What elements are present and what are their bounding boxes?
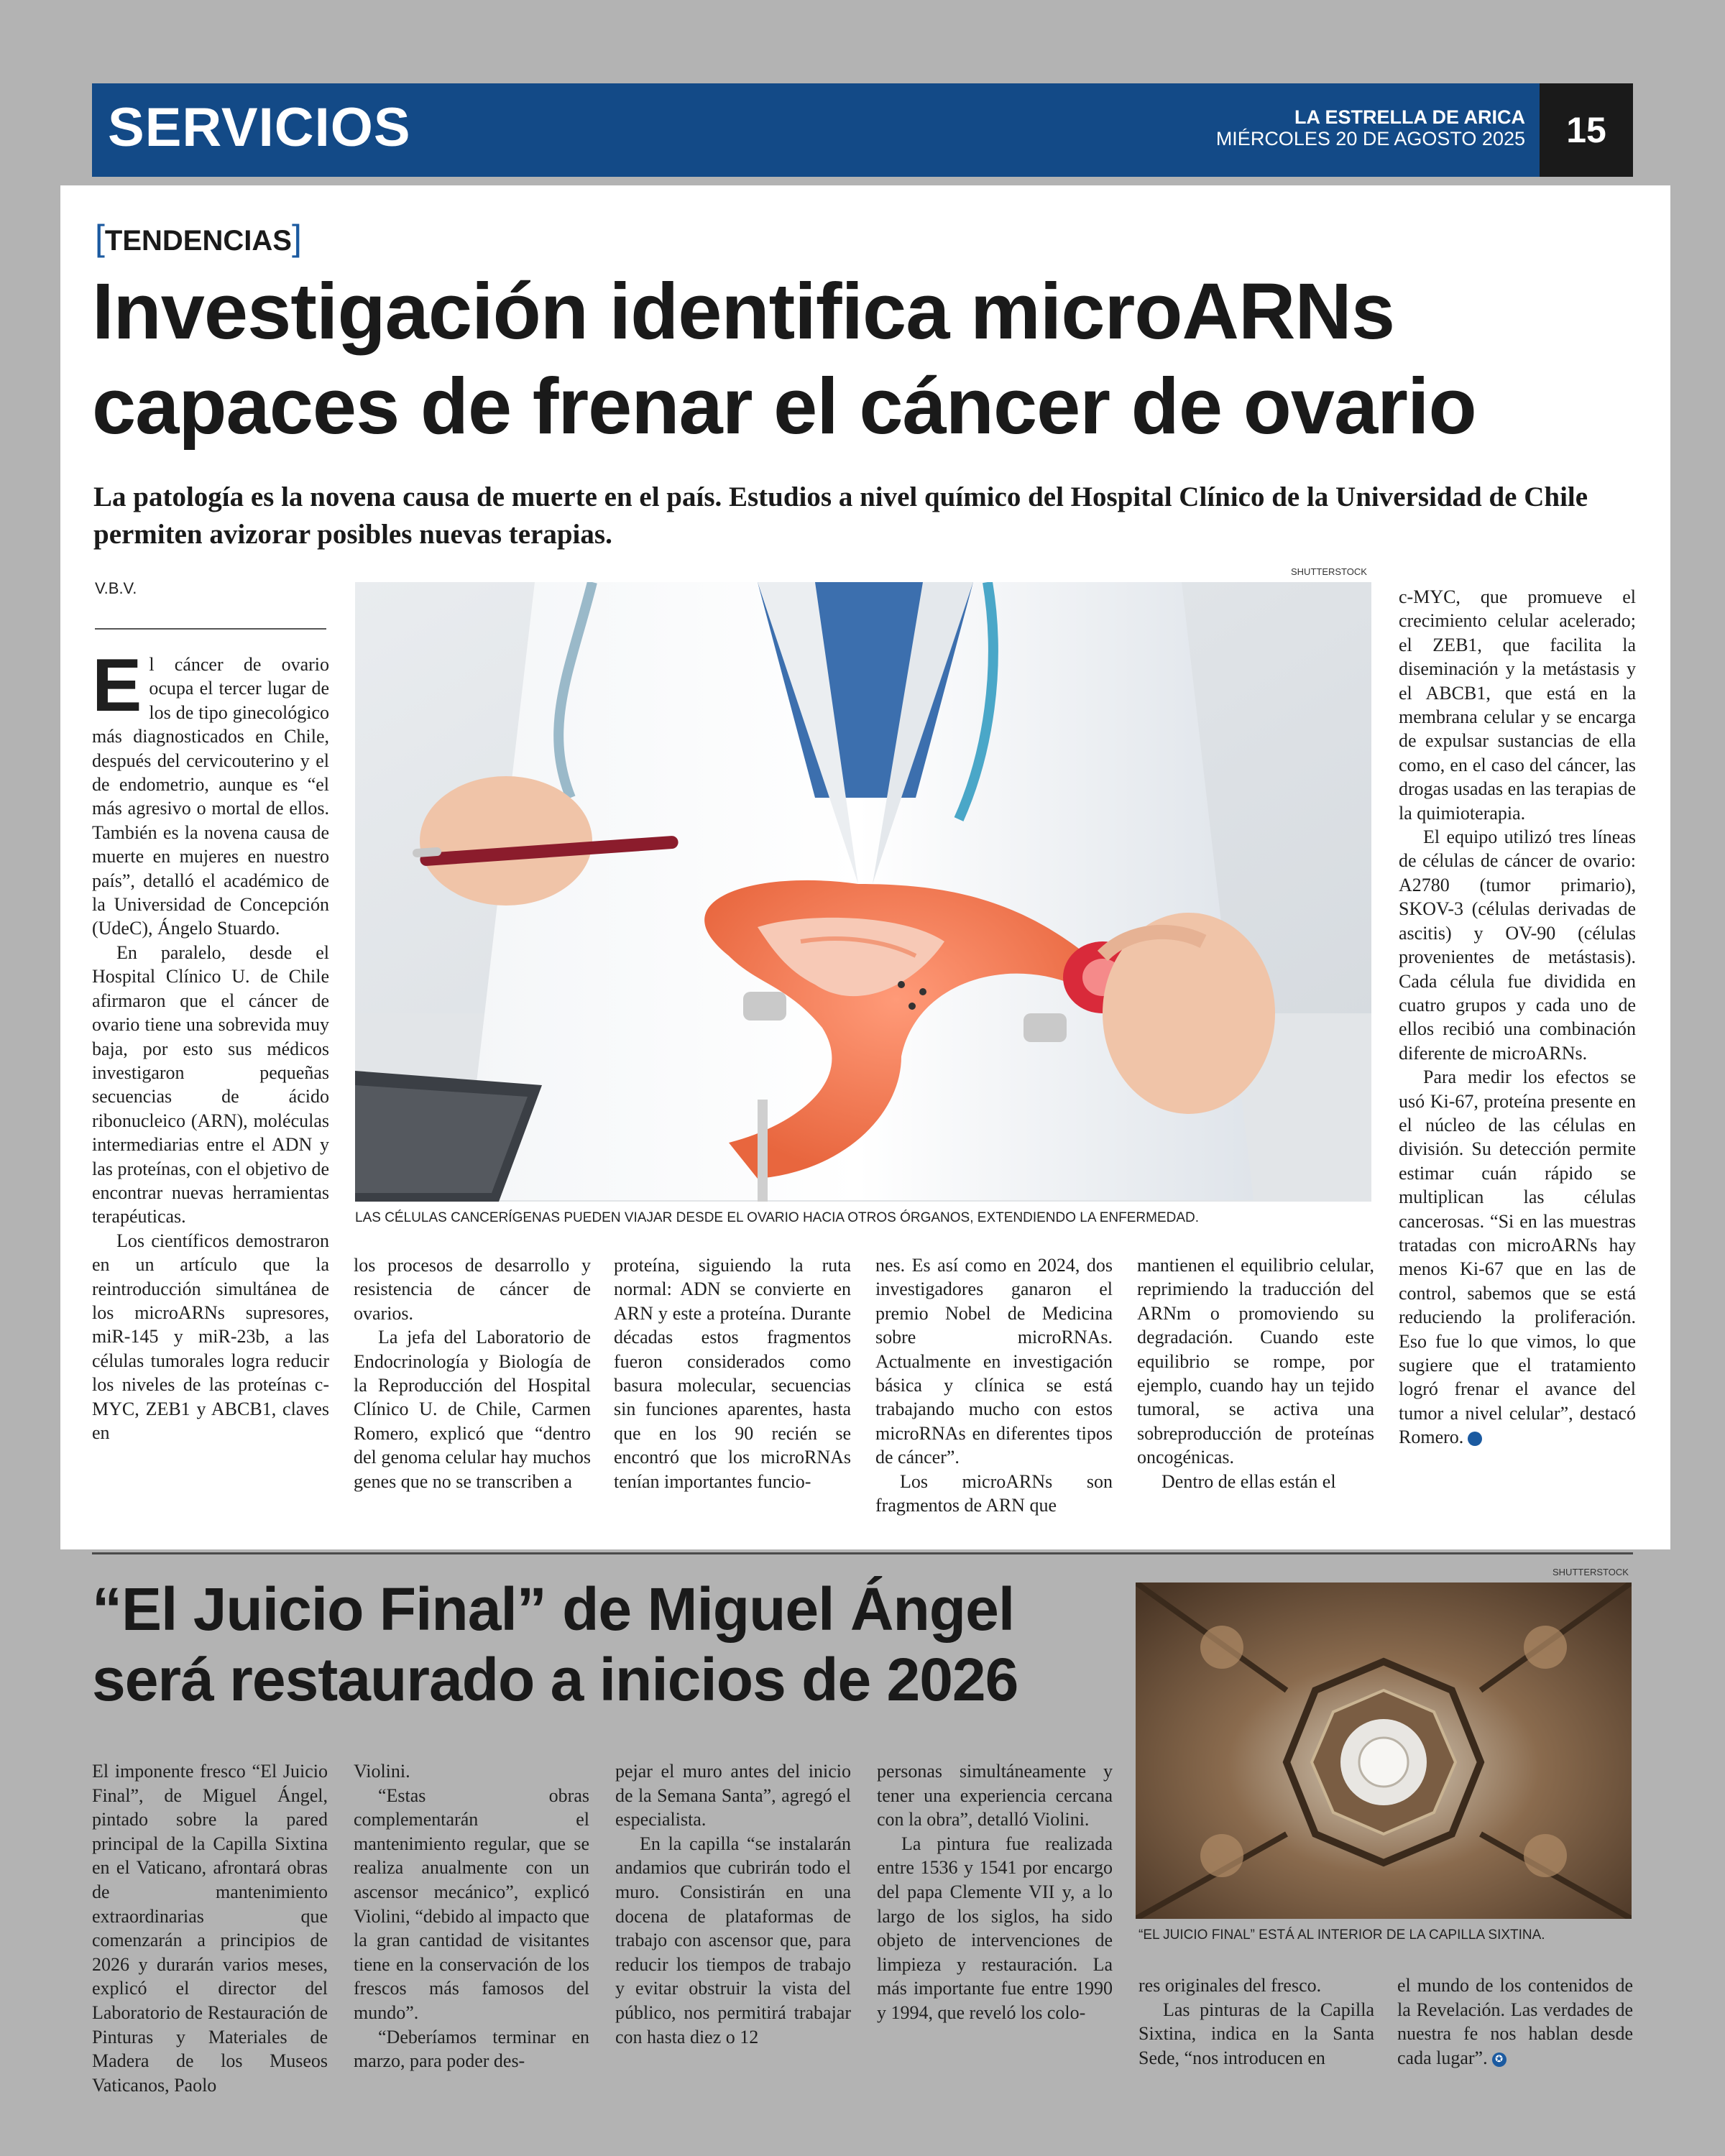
drop-cap: E [92, 644, 142, 727]
paper-date: MIÉRCOLES 20 DE AGOSTO 2025 [1215, 128, 1525, 149]
main-article [60, 185, 1670, 1549]
paragraph: La jefa del Laboratorio de Endocrinología y Biología de la Reproducción del Hospital Clínico U. de Chile, Carmen Romero, explicó que “dentro del genoma celular hay muchos genes que no se transcriben a [354, 1327, 591, 1492]
end-mark-icon: ✪ [1492, 2053, 1506, 2067]
paragraph: El equipo utilizó tres líneas de células de cáncer de ovario: A2780 (tumor primario), SKOV-3 (células derivadas de ascitis) y OV-90 (células provenientes de metástasis). Cada célula fue dividida en cuatro grupos y cada uno de ellos recibió una combinación diferente de microARNs. [1399, 826, 1636, 1064]
paragraph: Los microARNs son fragmentos de ARN que [875, 1470, 1113, 1516]
paragraph: La pintura fue realizada entre 1536 y 1541 por encargo del papa Clemente VII y, a lo largo de los siglos, ha sido objeto de intervenciones de limpieza y restauración. La más importante fue entre 1990 y 1994, que reveló los colo- [877, 1833, 1113, 2023]
headline-line-1: “El Juicio Final” de Miguel Ángel [92, 1575, 1015, 1643]
headline-line-2: será restaurado a inicios de 2026 [92, 1646, 1018, 1713]
paragraph: c-MYC, que promueve el crecimiento celular acelerado; el ZEB1, que facilita la diseminación y la metástasis y el ABCB1, que está en la membrana celular y se encarga de expulsar sustancias de ella como, en el caso del cáncer, las drogas usadas en las terapias de la quimioterapia. [1399, 586, 1636, 824]
body-column-6 [1399, 585, 1636, 1450]
photo-credit: SHUTTERSTOCK [1291, 566, 1367, 577]
article-deck: La patología es la novena causa de muerte en el país. Estudios a nivel químico del Hospital Clínico de la Universidad de Chile permiten avizorar posibles nuevas terapias. [93, 482, 1588, 550]
body-column-1 [92, 644, 329, 1445]
page-number: 15 [1540, 83, 1633, 177]
paragraph: pejar el muro antes del inicio de la Semana Santa”, agregó el especialista. [615, 1761, 851, 1830]
paragraph [1399, 1065, 1636, 1450]
paragraph: Violini. [354, 1761, 410, 1782]
article-divider [92, 1552, 1633, 1554]
section-title: SERVICIOS [108, 97, 411, 158]
second-body-column-5 [1138, 1973, 1374, 2070]
photo-credit: SHUTTERSTOCK [1552, 1567, 1629, 1577]
paragraph [1397, 1973, 1633, 2070]
paper-info [1216, 106, 1525, 149]
paragraph: En la capilla “se instalarán andamios que cubrirán todo el muro. Consistirán en una docena de plataformas de trabajo con ascensor que, para reducir los tiempos de trabajo y evitar obstruir la vista del público, nos permitirá trabajar con hasta diez o 12 [615, 1833, 851, 2047]
paragraph: “Deberíamos terminar en marzo, para poder des- [354, 2026, 589, 2072]
second-body-column-4 [877, 1759, 1113, 2025]
paper-name: LA ESTRELLA DE ARICA [1294, 106, 1525, 128]
byline: V.B.V. [95, 579, 137, 597]
end-mark-icon: ✪ [1468, 1432, 1482, 1446]
paragraph: En paralelo, desde el Hospital Clínico U. de Chile afirmaron que el cáncer de ovario tiene una sobrevida muy baja, por esto sus médicos investigaron pequeñas secuencias de ácido ribonucleico (ARN), moléculas intermediarias entre el ADN y las proteínas, con el objetivo de encontrar nuevas herramientas terapéuticas. [92, 941, 329, 1227]
paragraph-text: l cáncer de ovario ocupa el tercer lugar de los de tipo ginecológico más diagnosticados en Chile, después del cervicouterino y el de endometrio, aunque es “el más agresivo o mortal de ellos. También es la novena causa de muerte en mujeres en nuestro país”, detalló el académico de la Universidad de Concepción (UdeC), Ángelo Stuardo. [92, 654, 329, 939]
article-kicker: [TENDENCIAS] [95, 218, 302, 258]
paragraph: personas simultáneamente y tener una experiencia cercana con la obra”, detalló Violini. [877, 1761, 1113, 1830]
section-header [92, 83, 1633, 177]
body-column-5 [1137, 1253, 1374, 1493]
paragraph: “Estas obras complementarán el mantenimiento regular, que se realiza anualmente con un ascensor mecánico”, explicó Violini, “debido al impacto que la gran cantidad de visitantes tiene en la conservación de los frescos más famosos del mundo”. [354, 1784, 589, 2023]
second-article-headline [92, 1574, 1098, 1715]
paragraph-text: el mundo de los contenidos de la Revelación. Las verdades de nuestra fe nos hablan desde cada lugar”. [1397, 1975, 1633, 2068]
sistine-fresco-photo [1136, 1583, 1632, 1919]
paragraph [92, 644, 329, 941]
paragraph-text: Para medir los efectos se usó Ki-67, proteína presente en el núcleo de las células en división. Su detección permite estimar cuán rápido se multiplican las células cancerosas. “Si en las muestras tratadas con microARNs hay menos Ki-67 que en las de control, sabemos que se está reduciendo la proliferación. Eso fue lo que vimos, lo que sugiere que el tratamiento logró frenar el avance del tumor a nivel celular”, destacó Romero. [1399, 1067, 1636, 1448]
paragraph: El imponente fresco “El Juicio Final”, de Miguel Ángel, pintado sobre la pared principal de la Capilla Sixtina en el Vaticano, afrontará obras de mantenimiento extraordinarias que comenzarán a principios de 2026 y durarán varios meses, explicó el director del Laboratorio de Restauración de Pinturas y Materiales de Madera de los Museos Vaticanos, Paolo [92, 1761, 328, 2096]
second-body-column-2 [354, 1759, 589, 2073]
paragraph: los procesos de desarrollo y resistencia de cáncer de ovarios. [354, 1255, 591, 1324]
body-column-2 [354, 1253, 591, 1493]
second-body-column-6 [1397, 1973, 1633, 2070]
doctor-uterus-model-photo [355, 582, 1371, 1202]
body-column-3 [614, 1253, 851, 1493]
paragraph: mantienen el equilibrio celular, reprimiendo la traducción del ARNm o promoviendo su degradación. Cuando este equilibrio se rompe, por ejemplo, cuando hay un tejido tumoral, se activa una sobreproducción de proteínas oncogénicas. [1137, 1255, 1374, 1468]
photo-caption: LAS CÉLULAS CANCERÍGENAS PUEDEN VIAJAR DESDE EL OVARIO HACIA OTROS ÓRGANOS, EXTENDIENDO LA ENFERMEDAD. [355, 1210, 1200, 1225]
photo-caption: “EL JUICIO FINAL” ESTÁ AL INTERIOR DE LA CAPILLA SIXTINA. [1138, 1927, 1545, 1943]
paragraph: Dentro de ellas están el [1162, 1470, 1336, 1492]
headline-line-1: Investigación identifica microARNs [92, 267, 1394, 356]
paragraph: nes. Es así como en 2024, dos investigadores ganaron el premio Nobel de Medicina sobre microRNAs. Actualmente en investigación básica y clínica se está trabajando mucho con estos microRNAs en diferentes tipos de cáncer”. [875, 1255, 1113, 1468]
article-headline [92, 264, 1637, 454]
second-body-column-1 [92, 1759, 328, 2097]
byline-divider [95, 628, 326, 630]
paragraph: Las pinturas de la Capilla Sixtina, indica en la Santa Sede, “nos introducen en [1138, 1999, 1374, 2068]
kicker-label: TENDENCIAS [104, 225, 292, 257]
paragraph: Los científicos demostraron en un artículo que la reintroducción simultánea de los microARNs supresores, miR-145 y miR-23b, a las células tumorales logra reducir los niveles de las proteínas c-MYC, ZEB1 y ABCB1, claves en [92, 1230, 329, 1443]
paragraph: res originales del fresco. [1138, 1975, 1322, 1996]
body-column-4 [875, 1253, 1113, 1517]
second-body-column-3 [615, 1759, 851, 2049]
headline-line-2: capaces de frenar el cáncer de ovario [92, 362, 1476, 451]
paragraph: proteína, siguiendo la ruta normal: ADN se convierte en ARN y este a proteína. Durante décadas estos fragmentos fueron considerados como basura molecular, secuencias sin funciones aparentes, hasta que en los 90 recién se encontró que los microRNAs tenían importantes funcio- [614, 1255, 851, 1492]
